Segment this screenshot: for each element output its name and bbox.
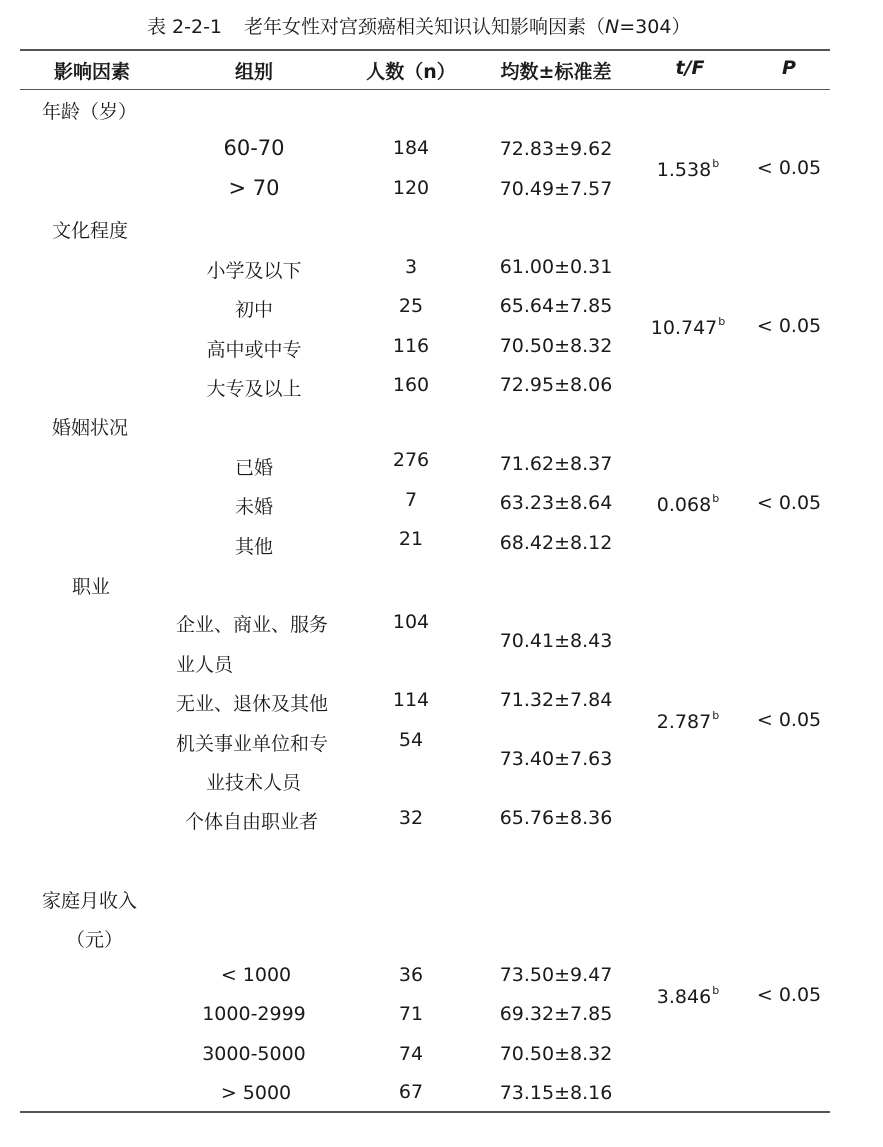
section-title-age: 年龄（岁） xyxy=(42,101,138,123)
table-row-count: 7 xyxy=(404,489,418,511)
header-rule xyxy=(20,89,830,90)
table-row-group: 3000-5000 xyxy=(202,1043,306,1065)
table-row-group: 未婚 xyxy=(234,496,274,518)
table-row-mean: 73.50±9.47 xyxy=(499,964,613,986)
table-row-count: 116 xyxy=(392,335,430,357)
header-group: 组别 xyxy=(234,61,274,83)
section-title-income: 家庭月收入 xyxy=(42,890,138,912)
table-row-count: 160 xyxy=(392,374,430,396)
table-row-mean: 73.40±7.63 xyxy=(499,748,613,770)
table-row-count: 67 xyxy=(398,1081,424,1103)
table-row-group: 已婚 xyxy=(234,457,274,479)
table-row-mean: 61.00±0.31 xyxy=(499,256,613,278)
stat-value-education: 10.747$^b$ xyxy=(650,315,726,339)
table-row-mean: 72.95±8.06 xyxy=(499,374,613,396)
table-row-mean: 70.50±8.32 xyxy=(499,1043,613,1065)
header-t-f: t/F xyxy=(675,57,705,79)
table-row-count: 114 xyxy=(392,689,430,711)
table-row-mean: 69.32±7.85 xyxy=(499,1003,613,1025)
p-value-occupation: < 0.05 xyxy=(756,709,822,731)
table-row-group: 企业、商业、服务 xyxy=(176,614,329,636)
table-row-group: 1000-2999 xyxy=(202,1003,306,1025)
header-factor: 影响因素 xyxy=(53,61,131,83)
table-title-n-value: =304） xyxy=(619,16,691,38)
table-row-count: 71 xyxy=(398,1003,424,1025)
header-count: 人数（n） xyxy=(366,61,456,83)
table-row-group: 机关事业单位和专 xyxy=(176,733,329,755)
stat-value-occupation: 2.787$^b$ xyxy=(656,709,720,733)
table-row-mean: 70.50±8.32 xyxy=(499,335,613,357)
table-row-mean: 70.49±7.57 xyxy=(499,178,613,200)
section-title-occupation: 职业 xyxy=(72,576,111,598)
table-title: 老年女性对宫颈癌相关知识认知影响因素（ xyxy=(244,16,606,38)
table-row-count: 25 xyxy=(398,295,424,317)
table-row-group: > 5000 xyxy=(220,1082,292,1104)
table-row-group: < 1000 xyxy=(220,964,292,986)
table-row-count: 74 xyxy=(398,1043,424,1065)
table-row-group: 高中或中专 xyxy=(206,339,302,361)
table-row-mean: 71.62±8.37 xyxy=(499,453,613,475)
section-title-income-unit: （元） xyxy=(66,929,124,951)
stat-value-age: 1.538$^b$ xyxy=(656,157,720,181)
p-value-education: < 0.05 xyxy=(756,315,822,337)
table-row-mean: 68.42±8.12 xyxy=(499,532,613,554)
table-title-n: N xyxy=(605,16,620,38)
table-row-count: 276 xyxy=(392,449,430,471)
table-row-mean: 71.32±7.84 xyxy=(499,689,613,711)
table-row-group: 大专及以上 xyxy=(206,378,302,400)
table-row-count: 21 xyxy=(398,528,424,550)
table-row-count: 120 xyxy=(392,177,430,199)
section-title-education: 文化程度 xyxy=(52,220,129,242)
top-rule xyxy=(20,49,830,51)
stat-value-marriage: 0.068$^b$ xyxy=(656,492,720,516)
table-row-group: 无业、退休及其他 xyxy=(176,693,329,715)
header-mean-sd: 均数±标准差 xyxy=(500,61,612,83)
stat-value-income: 3.846$^b$ xyxy=(656,984,720,1008)
table-row-group: > 70 xyxy=(228,176,280,200)
table-number: 表 2-2-1 xyxy=(147,16,223,38)
table-row-group: 60-70 xyxy=(223,136,285,160)
p-value-age: < 0.05 xyxy=(756,157,822,179)
section-title-marriage: 婚姻状况 xyxy=(52,417,129,439)
table-row-count: 3 xyxy=(404,256,418,278)
p-value-income: < 0.05 xyxy=(756,984,822,1006)
table-row-group-cont: 业人员 xyxy=(176,654,234,676)
table-row-mean: 65.76±8.36 xyxy=(499,807,613,829)
table-row-mean: 63.23±8.64 xyxy=(499,492,613,514)
table-row-count: 32 xyxy=(398,807,424,829)
p-value-marriage: < 0.05 xyxy=(756,492,822,514)
table-caption xyxy=(147,12,690,39)
table-row-group: 个体自由职业者 xyxy=(185,811,319,833)
table-row-mean: 65.64±7.85 xyxy=(499,295,613,317)
table-row-count: 54 xyxy=(398,729,424,751)
table-row-group-cont: 业技术人员 xyxy=(206,772,302,794)
table-row-count: 104 xyxy=(392,611,430,633)
table-row-count: 36 xyxy=(398,964,424,986)
header-p: P xyxy=(782,57,796,79)
table-row-group: 其他 xyxy=(234,536,274,558)
table-row-group: 初中 xyxy=(234,299,274,321)
table-row-mean: 70.41±8.43 xyxy=(499,630,613,652)
table-row-group: 小学及以下 xyxy=(206,260,302,282)
table-row-mean: 73.15±8.16 xyxy=(499,1082,613,1104)
table-row-count: 184 xyxy=(392,137,430,159)
bottom-rule xyxy=(20,1111,830,1113)
table-row-mean: 72.83±9.62 xyxy=(499,138,613,160)
